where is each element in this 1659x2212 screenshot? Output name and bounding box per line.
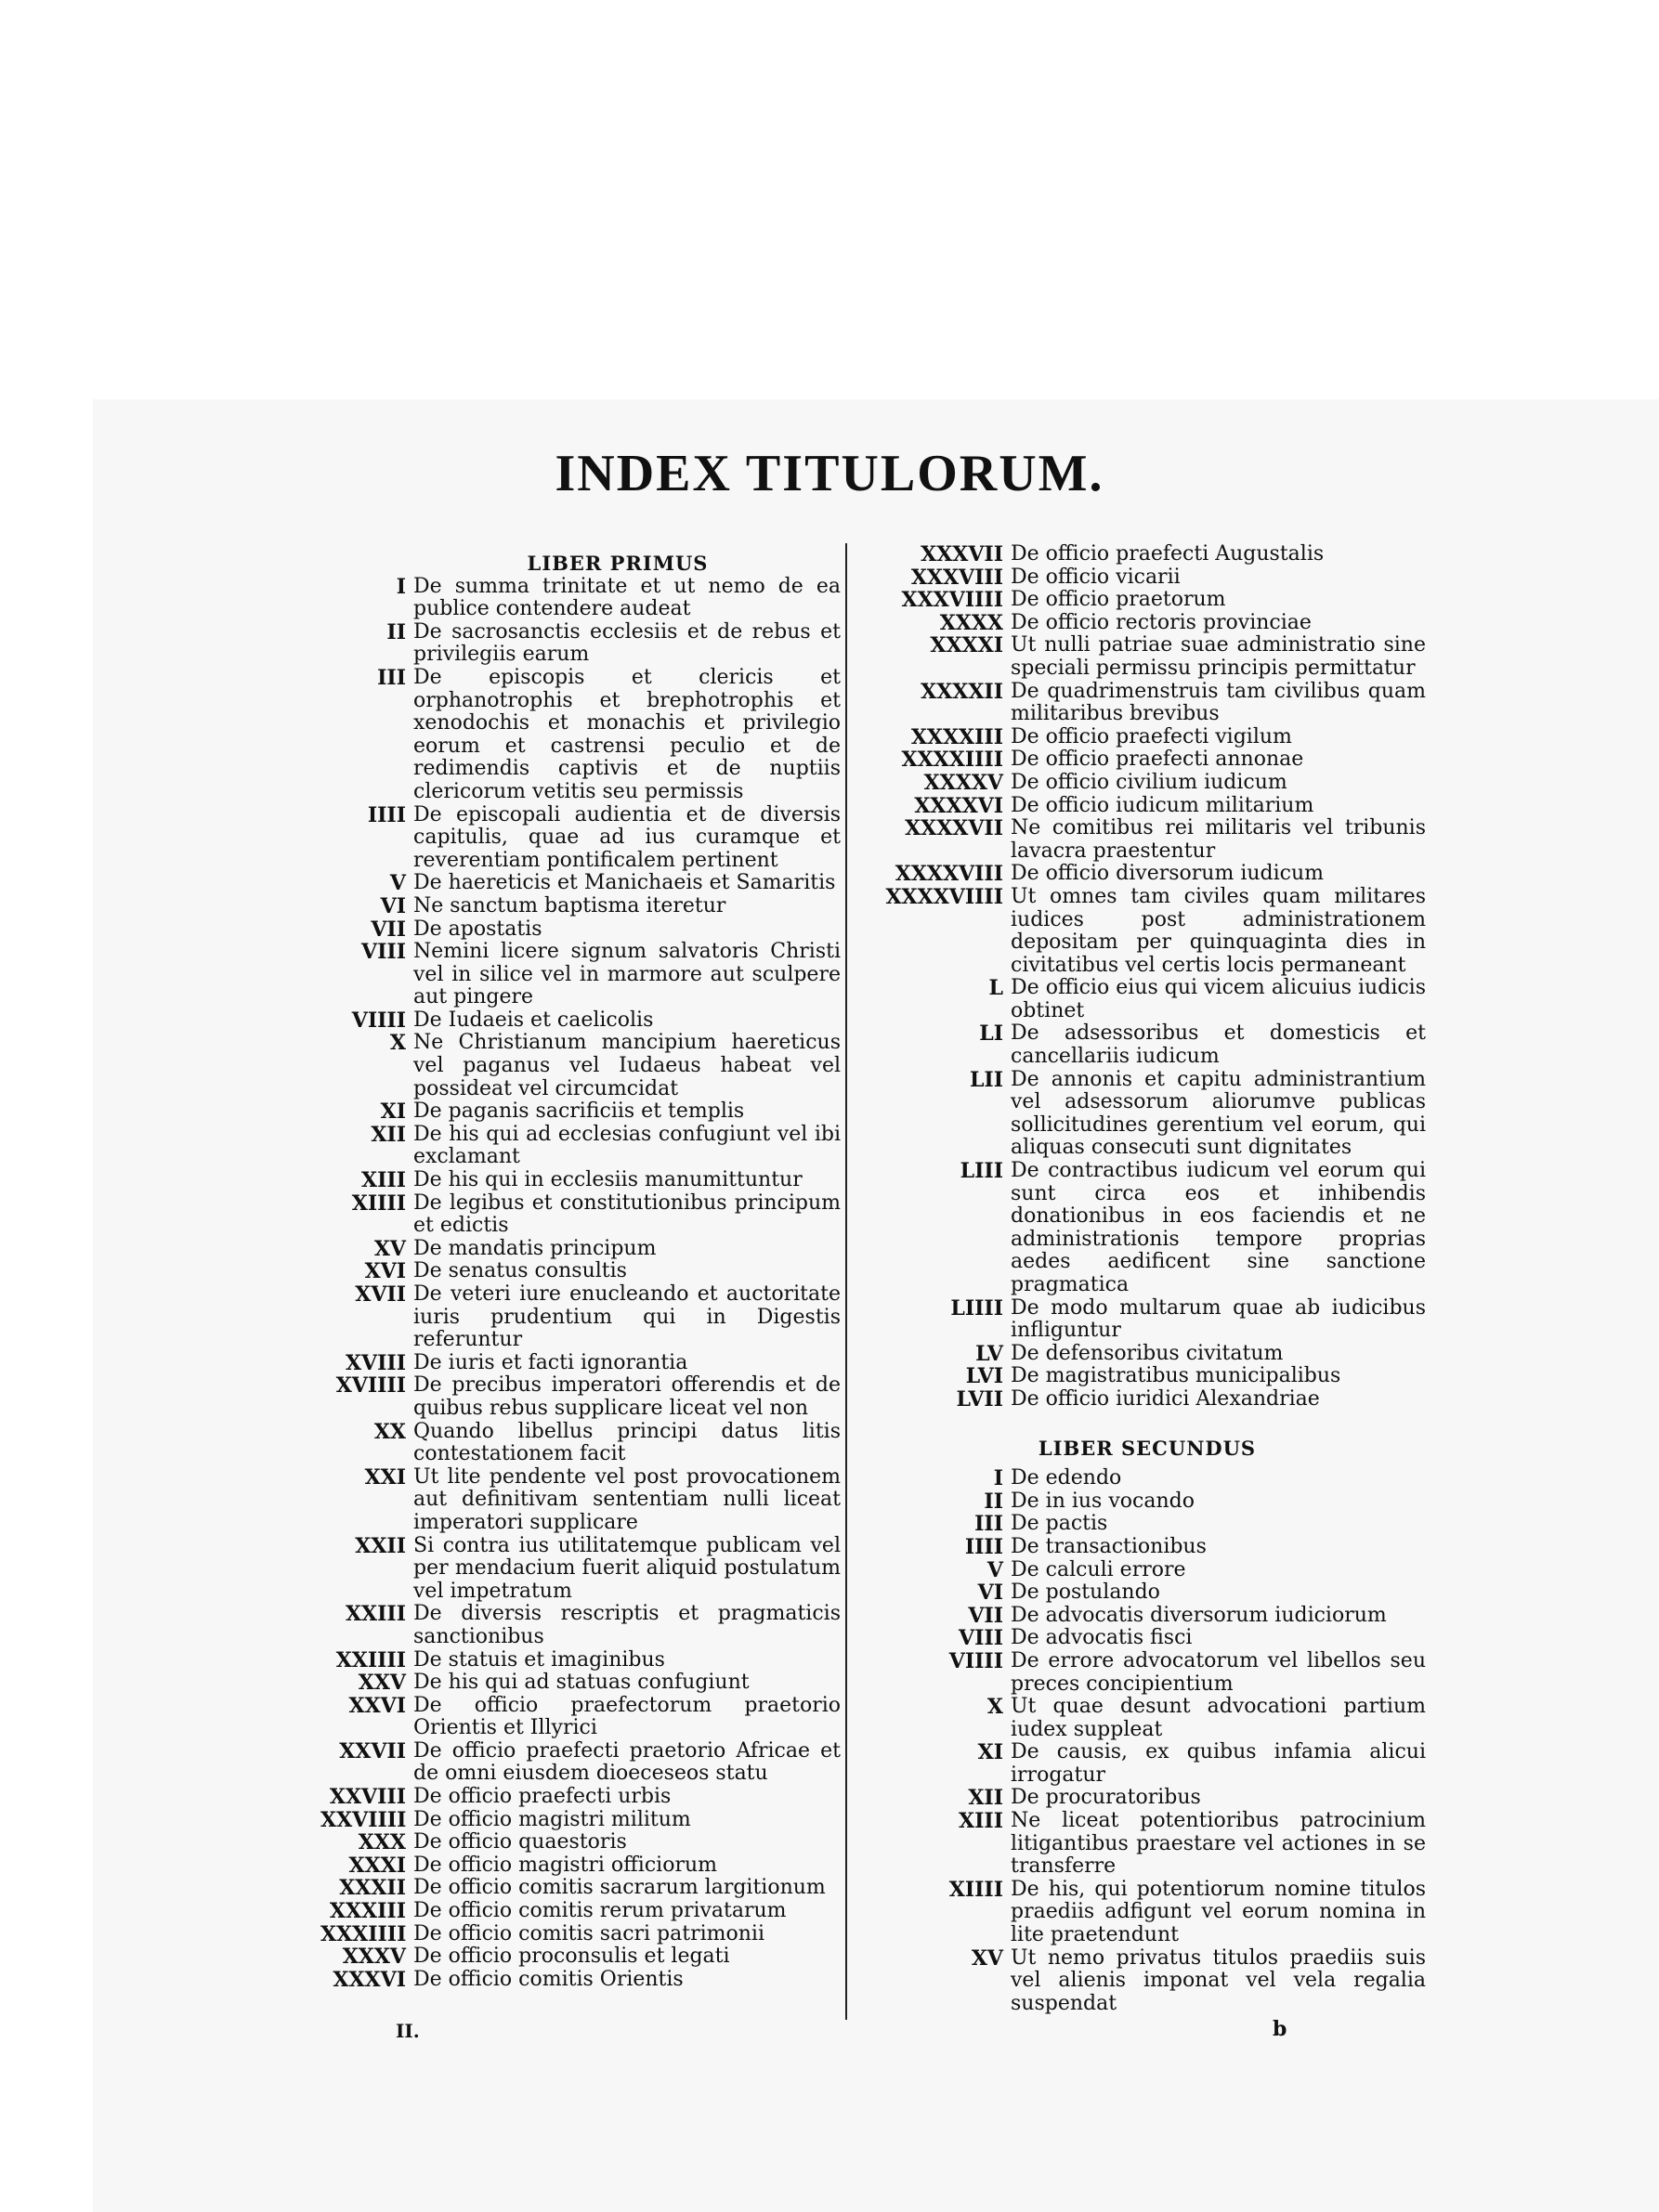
title-entry — [850, 1581, 1426, 1605]
title-entry — [320, 1649, 841, 1672]
title-number: XXVIIII — [320, 1807, 407, 1832]
title-text: Ut quae desunt advocationi partium iudex suppleat — [1011, 1695, 1426, 1741]
title-entry — [850, 795, 1426, 818]
title-number: XI — [977, 1740, 1003, 1765]
title-entry — [320, 1374, 841, 1420]
title-text: Quando libellus principi datus litis contestationem facit — [413, 1419, 841, 1466]
title-number: XVIII — [345, 1350, 406, 1375]
title-number: XIIII — [948, 1877, 1003, 1902]
title-number: XXXXV — [923, 770, 1003, 795]
title-number: VI — [380, 893, 406, 918]
title-entry — [850, 1069, 1426, 1160]
title-number: XXXVIII — [910, 565, 1003, 590]
title-text: De officio praetorum — [1011, 588, 1226, 612]
title-number: IIII — [367, 802, 406, 827]
title-number: XXXV — [342, 1945, 406, 1970]
title-text: De officio praefecti annonae — [1011, 748, 1304, 772]
title-text: De officio praefecti vigilum — [1011, 724, 1292, 748]
title-entry — [320, 1900, 841, 1923]
title-text: De calculi errore — [1011, 1557, 1186, 1581]
title-text: De officio proconsulis et legati — [413, 1945, 730, 1969]
right-column — [850, 543, 1426, 2015]
title-text: Nemini licere signum salvatoris Christi vel in silice vel in marmore aut sculpere aut pingere — [413, 940, 841, 1009]
title-text: De precibus imperatori offerendis et de quibus rebus supplicare liceat vel non — [413, 1373, 841, 1420]
book-heading-liber-primus: LIBER PRIMUS — [527, 552, 709, 575]
title-text: De in ius vocando — [1011, 1489, 1195, 1513]
title-text: De officio iudicum militarium — [1011, 793, 1314, 817]
title-entry — [320, 1009, 841, 1033]
title-text: De senatus consultis — [413, 1259, 627, 1283]
title-entry — [320, 1945, 841, 1969]
title-entry — [850, 1605, 1426, 1628]
title-number: X — [986, 1695, 1003, 1720]
title-text: De legibus et constitutionibus principum et edictis — [413, 1191, 841, 1238]
title-entry — [850, 634, 1426, 680]
title-text: Si contra ius utilitatemque publicam vel per mendacium fuerit aliquid postulatum vel impetratum — [413, 1533, 841, 1603]
title-number: L — [988, 976, 1003, 1001]
title-entry — [320, 941, 841, 1009]
title-entry — [850, 863, 1426, 886]
title-number: II — [984, 1489, 1003, 1514]
title-entry — [850, 748, 1426, 772]
title-entry — [320, 804, 841, 873]
title-entry — [850, 1947, 1426, 2016]
title-text: De officio magistri officiorum — [413, 1853, 717, 1877]
title-entry — [320, 1877, 841, 1900]
title-text: De his qui in ecclesiis manumittuntur — [413, 1168, 803, 1192]
title-entry — [320, 1672, 841, 1695]
title-text: De transactionibus — [1011, 1534, 1207, 1558]
title-entry — [320, 1831, 841, 1854]
title-number: XXXXVII — [905, 816, 1003, 841]
title-entry — [320, 1786, 841, 1809]
title-text: De episcopis et clericis et orphanotrophis et brephotrophis et xenodochis et monachis et privilegio eorum et castrensi peculio et de redimendis captivis et de nuptiis clericorum vetitis seu permissis — [413, 665, 841, 803]
title-entry — [850, 566, 1426, 590]
title-number: XXXXII — [921, 679, 1003, 704]
title-entry — [850, 817, 1426, 863]
title-text: Ne comitibus rei militaris vel tribunis lavacra praestentur — [1011, 816, 1426, 863]
title-number: XXVI — [348, 1693, 406, 1718]
title-entry — [320, 1969, 841, 1992]
title-entry — [850, 1650, 1426, 1696]
title-number: XXXVIIII — [901, 588, 1003, 613]
title-text: De officio comitis Orientis — [413, 1967, 684, 1991]
page-letter-mark: b — [1273, 2017, 1287, 2041]
title-text: De adsessoribus et domesticis et cancellariis iudicum — [1011, 1021, 1426, 1069]
title-number: X — [389, 1031, 406, 1056]
title-number: V — [389, 871, 406, 896]
title-number: XIII — [959, 1809, 1003, 1834]
title-number: XXXXVI — [914, 793, 1003, 818]
title-text: De officio comitis sacri patrimonii — [413, 1921, 764, 1945]
title-text: De officio praefectorum praetorio Orientis et Illyrici — [413, 1693, 841, 1740]
title-number: I — [993, 1466, 1003, 1491]
liber-primus-entries — [320, 576, 841, 1992]
title-number: XXX — [358, 1830, 406, 1855]
title-entry — [850, 1388, 1426, 1412]
signature-mark: II. — [396, 2020, 420, 2042]
title-entry — [320, 1695, 841, 1740]
title-entry — [320, 576, 841, 621]
title-number: XXXII — [339, 1876, 406, 1901]
title-entry — [850, 1022, 1426, 1068]
title-number: LVI — [965, 1364, 1003, 1389]
title-number: LI — [979, 1021, 1003, 1047]
title-number: XV — [971, 1945, 1003, 1971]
title-text: De summa trinitate et ut nemo de ea publice contendere audeat — [413, 574, 841, 621]
title-text: De pactis — [1011, 1512, 1108, 1536]
title-number: XXI — [364, 1464, 406, 1490]
title-text: Ut lite pendente vel post provocationem aut definitivam sententiam nulli liceat imperatori supplicare — [413, 1464, 841, 1534]
title-entry — [850, 1513, 1426, 1536]
title-number: XX — [373, 1419, 406, 1444]
title-number: XIII — [361, 1168, 406, 1193]
title-entry — [850, 1297, 1426, 1343]
title-entry — [320, 667, 841, 804]
title-entry — [850, 772, 1426, 795]
title-text: De his, qui potentiorum nomine titulos praediis adfigunt vel eorum nomina in lite praetendunt — [1011, 1877, 1426, 1947]
title-number: XXXIIII — [320, 1921, 407, 1946]
title-text: De diversis rescriptis et pragmaticis sanctionibus — [413, 1602, 841, 1648]
title-text: De officio vicarii — [1011, 565, 1181, 589]
title-entry — [320, 1854, 841, 1878]
title-text: De his qui ad statuas confugiunt — [413, 1671, 750, 1695]
title-text: De officio comitis rerum privatarum — [413, 1899, 787, 1923]
title-entry — [320, 1603, 841, 1648]
title-entry — [320, 1032, 841, 1100]
title-text: De officio comitis sacrarum largitionum — [413, 1876, 826, 1900]
title-number: VIII — [959, 1626, 1003, 1651]
title-number: XXXXVIII — [895, 862, 1003, 887]
title-entry — [850, 1160, 1426, 1297]
title-text: De episcopali audientia et de diversis capitulis, quae ad ius curamque et reverentiam pontificalem pertinent — [413, 802, 841, 872]
title-number: VI — [977, 1581, 1003, 1606]
title-text: De procuratoribus — [1011, 1786, 1201, 1810]
title-entry — [320, 621, 841, 667]
book-heading-liber-secundus: LIBER SECUNDUS — [1038, 1436, 1257, 1460]
title-entry — [320, 918, 841, 942]
title-number: IIII — [964, 1534, 1003, 1559]
title-entry — [850, 1810, 1426, 1879]
title-number: XXXI — [348, 1853, 406, 1878]
title-entry — [320, 1283, 841, 1352]
title-number: LVII — [956, 1386, 1003, 1412]
title-number: XXXIII — [329, 1899, 406, 1924]
title-text: De officio quaestoris — [413, 1830, 627, 1854]
title-text: De officio rectoris provinciae — [1011, 610, 1312, 634]
title-number: XXXVI — [333, 1967, 406, 1992]
title-number: XXXXIII — [910, 724, 1003, 749]
title-text: De magistratibus municipalibus — [1011, 1364, 1341, 1388]
title-text: Ut nemo privatus titulos praediis suis vel alienis imponat vel vela regalia suspendat — [1011, 1945, 1426, 2015]
title-number: XXV — [358, 1671, 406, 1696]
title-entry — [850, 543, 1426, 566]
title-entry — [850, 1490, 1426, 1514]
title-number: XVIIII — [335, 1373, 406, 1399]
title-entry — [850, 1627, 1426, 1650]
title-entry — [320, 1238, 841, 1261]
title-entry — [850, 1467, 1426, 1490]
title-text: De officio praefecti Augustalis — [1011, 542, 1325, 566]
column-divider — [845, 543, 847, 2020]
title-text: De annonis et capitu administrantium vel adsessorum aliorumve publicas sollicitudines gerentium vel eorum, qui aliquas consecuti sunt dignitates — [1011, 1067, 1426, 1160]
title-number: III — [377, 665, 406, 690]
title-entry — [850, 726, 1426, 749]
title-number: XXXX — [939, 610, 1003, 635]
title-number: V — [986, 1557, 1003, 1582]
title-text: De defensoribus civitatum — [1011, 1341, 1284, 1365]
title-entry — [320, 1809, 841, 1832]
title-entry — [320, 1169, 841, 1192]
title-text: De paganis sacrificiis et templis — [413, 1099, 745, 1124]
title-entry — [850, 681, 1426, 726]
title-entry — [850, 1536, 1426, 1559]
title-text: De modo multarum quae ab iudicibus infliguntur — [1011, 1295, 1426, 1343]
title-text: De edendo — [1011, 1466, 1122, 1490]
title-text: Ne sanctum baptisma iteretur — [413, 893, 726, 917]
title-text: De officio praefecti urbis — [413, 1785, 672, 1809]
title-number: XII — [371, 1122, 406, 1147]
title-text: De officio iuridici Alexandriae — [1011, 1386, 1320, 1411]
title-number: XXIIII — [335, 1647, 406, 1672]
title-text: De officio praefecti praetorio Africae et de omni eiusdem dioeceseos statu — [413, 1738, 841, 1786]
title-number: XXXXIIII — [901, 748, 1003, 773]
title-text: De apostatis — [413, 917, 542, 941]
title-text: Ut omnes tam civiles quam militares iudices post administrationem depositam per quinquaginta dies in civitatibus vel certis locis permaneant — [1011, 884, 1426, 977]
title-number: LV — [975, 1341, 1003, 1366]
title-entry — [320, 1192, 841, 1238]
liber-secundus-entries — [850, 1467, 1426, 2015]
title-text: De contractibus iudicum vel eorum qui sunt circa eos et inhibendis donationibus in eos faciendis et ne administrationis tempore proprias aedes aedificent sine sanctione pragmatica — [1011, 1159, 1426, 1296]
title-text: De officio civilium iudicum — [1011, 770, 1287, 794]
title-entry — [320, 1352, 841, 1375]
title-entry — [850, 1879, 1426, 1947]
title-text: De causis, ex quibus infamia alicui irrogatur — [1011, 1740, 1426, 1787]
title-text: De his qui ad ecclesias confugiunt vel ibi exclamant — [413, 1122, 841, 1169]
title-entry — [320, 872, 841, 895]
title-entry — [320, 1100, 841, 1124]
title-number: VIIII — [351, 1008, 406, 1033]
title-text: De Iudaeis et caelicolis — [413, 1008, 654, 1032]
title-entry — [320, 1421, 841, 1466]
title-text: De statuis et imaginibus — [413, 1647, 665, 1672]
title-text: De errore advocatorum vel libellos seu preces concipientium — [1011, 1648, 1426, 1696]
title-number: XVI — [364, 1259, 406, 1284]
title-entry — [850, 589, 1426, 612]
title-entry — [320, 1260, 841, 1283]
title-number: VIIII — [948, 1648, 1003, 1673]
page-title: INDEX TITULORUM. — [555, 445, 1104, 502]
title-text: De advocatis fisci — [1011, 1626, 1193, 1650]
left-column — [320, 543, 841, 1991]
title-text: De officio magistri militum — [413, 1807, 691, 1831]
title-entry — [320, 1466, 841, 1535]
title-entry — [850, 1559, 1426, 1582]
title-entry — [850, 886, 1426, 977]
title-text: De postulando — [1011, 1581, 1160, 1605]
title-number: XV — [373, 1236, 406, 1261]
title-number: XXVIII — [329, 1785, 406, 1810]
liber-primus-continued-entries — [850, 543, 1426, 1412]
title-entry — [320, 1740, 841, 1786]
title-number: XXXXVIIII — [885, 884, 1003, 909]
title-entry — [320, 1124, 841, 1169]
title-text: De advocatis diversorum iudiciorum — [1011, 1603, 1387, 1627]
title-number: LII — [969, 1067, 1003, 1092]
title-entry — [850, 612, 1426, 635]
title-text: De sacrosanctis ecclesiis et de rebus et privilegiis earum — [413, 619, 841, 667]
title-number: LIII — [960, 1159, 1003, 1184]
title-number: XII — [968, 1786, 1003, 1811]
title-text: De haereticis et Manichaeis et Samaritis — [413, 871, 836, 895]
title-text: Ne Christianum mancipium haereticus vel paganus vel Iudaeus habeat vel possideat vel circumcidat — [413, 1031, 841, 1100]
title-entry — [320, 1535, 841, 1604]
title-number: XVII — [355, 1282, 406, 1307]
title-entry — [320, 1923, 841, 1946]
title-entry — [850, 1787, 1426, 1810]
title-entry — [850, 1343, 1426, 1366]
title-number: XI — [380, 1099, 406, 1125]
title-number: XXVII — [339, 1738, 406, 1763]
title-text: Ne liceat potentioribus patrocinium litigantibus praestare vel actiones in se transferre — [1011, 1809, 1426, 1879]
title-entry — [320, 895, 841, 918]
title-number: XXXVII — [921, 542, 1003, 566]
title-text: De mandatis principum — [413, 1236, 657, 1260]
title-number: XIIII — [351, 1191, 406, 1216]
title-number: XXII — [355, 1533, 406, 1558]
title-entry — [850, 1365, 1426, 1388]
title-entry — [850, 1741, 1426, 1787]
title-text: Ut nulli patriae suae administratio sine speciali permissu principis permittatur — [1011, 633, 1426, 680]
title-number: XXIII — [345, 1602, 406, 1627]
title-entry — [850, 1696, 1426, 1741]
title-text: De iuris et facti ignorantia — [413, 1350, 688, 1374]
title-number: VIII — [361, 940, 406, 965]
title-number: VII — [371, 917, 406, 942]
title-text: De officio eius qui vicem alicuius iudicis obtinet — [1011, 976, 1426, 1022]
title-number: VII — [968, 1603, 1003, 1628]
title-number: III — [974, 1512, 1003, 1537]
title-text: De quadrimenstruis tam civilibus quam militaribus brevibus — [1011, 679, 1426, 726]
title-number: I — [396, 574, 406, 599]
title-entry — [850, 977, 1426, 1022]
title-number: XXXXI — [930, 633, 1003, 658]
title-number: II — [386, 619, 406, 644]
title-text: De veteri iure enucleando et auctoritate iuris prudentium qui in Digestis referuntur — [413, 1282, 841, 1352]
title-text: De officio diversorum iudicum — [1011, 862, 1324, 886]
title-number: LIIII — [950, 1295, 1003, 1321]
